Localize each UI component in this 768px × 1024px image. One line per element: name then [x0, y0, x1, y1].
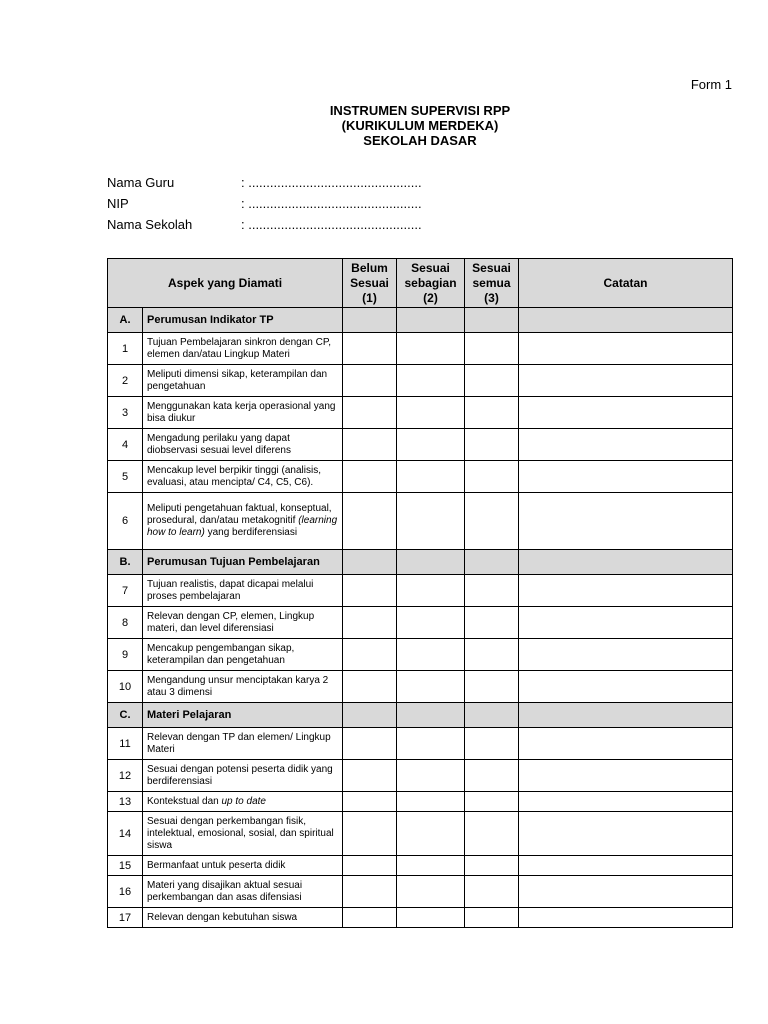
item-text: Relevan dengan CP, elemen, Lingkup materi, dan level diferensiasi: [147, 610, 315, 634]
score-not-suitable-cell[interactable]: [343, 429, 397, 461]
score-fully-suitable-cell[interactable]: [465, 671, 519, 703]
nip-field[interactable]: : ................................................: [241, 196, 422, 211]
section-title: Materi Pelajaran: [143, 703, 343, 728]
score-partly-suitable-cell[interactable]: [397, 461, 465, 493]
score-partly-suitable-cell[interactable]: [397, 575, 465, 607]
item-number: 11: [108, 728, 143, 760]
section-empty-cell: [519, 308, 733, 333]
score-partly-suitable-cell[interactable]: [397, 812, 465, 856]
score-fully-suitable-cell[interactable]: [465, 876, 519, 908]
score-fully-suitable-cell[interactable]: [465, 856, 519, 876]
header-fully-suitable: [465, 259, 519, 308]
score-fully-suitable-cell[interactable]: [465, 792, 519, 812]
item-description: [143, 493, 343, 550]
section-label: A.: [108, 308, 143, 333]
score-not-suitable-cell[interactable]: [343, 461, 397, 493]
score-partly-suitable-cell[interactable]: [397, 908, 465, 928]
score-not-suitable-cell[interactable]: [343, 908, 397, 928]
identity-row-teacher: [107, 172, 422, 193]
identity-fields: [107, 172, 422, 235]
table-row: [108, 429, 733, 461]
notes-cell[interactable]: [519, 333, 733, 365]
title-line-2: (KURIKULUM MERDEKA): [341, 118, 499, 133]
item-text-italic: (learning how to learn): [147, 515, 338, 538]
identity-row-school: [107, 214, 422, 235]
score-not-suitable-cell[interactable]: [343, 760, 397, 792]
table-row: [108, 461, 733, 493]
score-partly-suitable-cell[interactable]: [397, 728, 465, 760]
score-not-suitable-cell[interactable]: [343, 575, 397, 607]
score-not-suitable-cell[interactable]: [343, 876, 397, 908]
section-empty-cell: [397, 308, 465, 333]
notes-cell[interactable]: [519, 493, 733, 550]
table-header-row: [108, 259, 733, 308]
score-not-suitable-cell[interactable]: [343, 671, 397, 703]
header-col3-line2: semua: [472, 275, 511, 290]
score-not-suitable-cell[interactable]: [343, 607, 397, 639]
table-row: [108, 792, 733, 812]
score-partly-suitable-cell[interactable]: [397, 397, 465, 429]
score-partly-suitable-cell[interactable]: [397, 607, 465, 639]
item-text: Mengadung perilaku yang dapat diobservasi sesuai level diferens: [147, 432, 291, 456]
section-empty-cell: [519, 550, 733, 575]
score-fully-suitable-cell[interactable]: [465, 607, 519, 639]
item-number: 3: [108, 397, 143, 429]
item-description: [143, 760, 343, 792]
section-empty-cell: [343, 308, 397, 333]
item-text: Sesuai dengan potensi peserta didik yang berdiferensiasi: [147, 763, 333, 787]
section-empty-cell: [465, 703, 519, 728]
item-number: 16: [108, 876, 143, 908]
nip-label: NIP: [107, 196, 129, 211]
item-text: Mencakup pengembangan sikap, keterampilan dan pengetahuan: [147, 642, 295, 666]
score-fully-suitable-cell[interactable]: [465, 397, 519, 429]
header-col3-line1: Sesuai: [472, 260, 511, 275]
section-label: C.: [108, 703, 143, 728]
item-description: [143, 607, 343, 639]
score-partly-suitable-cell[interactable]: [397, 365, 465, 397]
item-number: 10: [108, 671, 143, 703]
notes-cell[interactable]: [519, 671, 733, 703]
header-col1-line1: Belum: [351, 260, 388, 275]
teacher-name-label: Nama Guru: [107, 175, 175, 190]
item-text: Relevan dengan TP dan elemen/ Lingkup Materi: [147, 731, 331, 755]
notes-cell[interactable]: [519, 812, 733, 856]
notes-cell[interactable]: [519, 760, 733, 792]
item-text: Mengandung unsur menciptakan karya 2 atau 3 dimensi: [147, 674, 329, 698]
section-title: Perumusan Tujuan Pembelajaran: [143, 550, 343, 575]
item-number: 4: [108, 429, 143, 461]
item-number: 12: [108, 760, 143, 792]
header-col1-line3: (1): [362, 290, 377, 305]
score-not-suitable-cell[interactable]: [343, 792, 397, 812]
header-col2-line1: Sesuai: [411, 260, 450, 275]
item-description: [143, 429, 343, 461]
score-fully-suitable-cell[interactable]: [465, 333, 519, 365]
header-not-suitable: [343, 259, 397, 308]
notes-cell[interactable]: [519, 908, 733, 928]
table-row: [108, 333, 733, 365]
score-fully-suitable-cell[interactable]: [465, 812, 519, 856]
score-partly-suitable-cell[interactable]: [397, 429, 465, 461]
school-name-label: Nama Sekolah: [107, 217, 193, 232]
item-number: 14: [108, 812, 143, 856]
header-partly-suitable: [397, 259, 465, 308]
section-empty-cell: [343, 703, 397, 728]
table-body: [108, 308, 733, 928]
table-row: [108, 607, 733, 639]
score-fully-suitable-cell[interactable]: [465, 429, 519, 461]
item-number: 8: [108, 607, 143, 639]
item-text-italic: up to date: [221, 795, 266, 807]
notes-cell[interactable]: [519, 607, 733, 639]
item-text: Relevan dengan kebutuhan siswa: [147, 911, 298, 923]
header-col2-line3: (2): [423, 290, 438, 305]
score-not-suitable-cell[interactable]: [343, 728, 397, 760]
section-title: Perumusan Indikator TP: [143, 308, 343, 333]
score-fully-suitable-cell[interactable]: [465, 575, 519, 607]
section-row: [108, 703, 733, 728]
header-col1-line2: Sesuai: [350, 275, 389, 290]
item-number: 5: [108, 461, 143, 493]
score-not-suitable-cell[interactable]: [343, 365, 397, 397]
notes-cell[interactable]: [519, 876, 733, 908]
item-description: [143, 908, 343, 928]
score-partly-suitable-cell[interactable]: [397, 760, 465, 792]
table-row: [108, 908, 733, 928]
notes-cell[interactable]: [519, 792, 733, 812]
item-description: [143, 792, 343, 812]
section-empty-cell: [343, 550, 397, 575]
item-text: Kontekstual dan: [147, 795, 222, 807]
item-description: [143, 812, 343, 856]
item-description: [143, 728, 343, 760]
title-line-3: SEKOLAH DASAR: [363, 133, 477, 148]
table-row: [108, 856, 733, 876]
item-description: [143, 639, 343, 671]
supervision-table: [107, 258, 733, 928]
score-fully-suitable-cell[interactable]: [465, 639, 519, 671]
score-fully-suitable-cell[interactable]: [465, 365, 519, 397]
notes-cell[interactable]: [519, 365, 733, 397]
score-partly-suitable-cell[interactable]: [397, 333, 465, 365]
table-row: [108, 365, 733, 397]
item-text-after: yang berdiferensiasi: [204, 527, 298, 538]
notes-cell[interactable]: [519, 575, 733, 607]
teacher-name-field[interactable]: : ................................................: [241, 175, 422, 190]
score-partly-suitable-cell[interactable]: [397, 876, 465, 908]
item-description: [143, 876, 343, 908]
score-fully-suitable-cell[interactable]: [465, 728, 519, 760]
score-not-suitable-cell[interactable]: [343, 856, 397, 876]
item-description: [143, 365, 343, 397]
notes-cell[interactable]: [519, 728, 733, 760]
item-description: [143, 856, 343, 876]
score-partly-suitable-cell[interactable]: [397, 856, 465, 876]
score-fully-suitable-cell[interactable]: [465, 461, 519, 493]
score-not-suitable-cell[interactable]: [343, 333, 397, 365]
notes-cell[interactable]: [519, 397, 733, 429]
score-fully-suitable-cell[interactable]: [465, 760, 519, 792]
table-row: [108, 671, 733, 703]
section-empty-cell: [465, 308, 519, 333]
table-row: [108, 493, 733, 550]
score-not-suitable-cell[interactable]: [343, 493, 397, 550]
item-text: Menggunakan kata kerja operasional yang bisa diukur: [147, 400, 336, 424]
item-description: [143, 671, 343, 703]
section-empty-cell: [397, 703, 465, 728]
section-empty-cell: [397, 550, 465, 575]
item-number: 9: [108, 639, 143, 671]
document-title: [0, 103, 768, 148]
table-row: [108, 876, 733, 908]
item-text: Materi yang disajikan aktual sesuai perkembangan dan asas difensiasi: [147, 879, 303, 903]
score-not-suitable-cell[interactable]: [343, 812, 397, 856]
table-row: [108, 760, 733, 792]
table-row: [108, 728, 733, 760]
table-row: [108, 397, 733, 429]
section-label: B.: [108, 550, 143, 575]
score-partly-suitable-cell[interactable]: [397, 639, 465, 671]
item-number: 1: [108, 333, 143, 365]
item-text: Mencakup level berpikir tinggi (analisis, evaluasi, atau mencipta/ C4, C5, C6).: [147, 464, 321, 488]
identity-row-nip: [107, 193, 422, 214]
item-description: [143, 397, 343, 429]
item-text: Sesuai dengan perkembangan fisik, intelektual, emosional, sosial, dan spiritual siswa: [147, 815, 334, 851]
table-row: [108, 639, 733, 671]
item-description: [143, 461, 343, 493]
item-number: 7: [108, 575, 143, 607]
score-not-suitable-cell[interactable]: [343, 397, 397, 429]
score-fully-suitable-cell[interactable]: [465, 493, 519, 550]
item-text: Meliputi dimensi sikap, keterampilan dan pengetahuan: [147, 368, 328, 392]
score-fully-suitable-cell[interactable]: [465, 908, 519, 928]
item-text: Bermanfaat untuk peserta didik: [147, 859, 286, 871]
section-row: [108, 550, 733, 575]
item-number: 15: [108, 856, 143, 876]
notes-cell[interactable]: [519, 429, 733, 461]
table-row: [108, 812, 733, 856]
score-not-suitable-cell[interactable]: [343, 639, 397, 671]
score-partly-suitable-cell[interactable]: [397, 493, 465, 550]
notes-cell[interactable]: [519, 461, 733, 493]
form-number: Form 1: [690, 77, 732, 92]
section-row: [108, 308, 733, 333]
header-col3-line3: (3): [484, 290, 499, 305]
title-line-1: INSTRUMEN SUPERVISI RPP: [329, 103, 511, 118]
item-description: [143, 575, 343, 607]
notes-cell[interactable]: [519, 856, 733, 876]
section-empty-cell: [465, 550, 519, 575]
header-aspect: Aspek yang Diamati: [108, 259, 343, 308]
score-partly-suitable-cell[interactable]: [397, 671, 465, 703]
score-partly-suitable-cell[interactable]: [397, 792, 465, 812]
school-name-field[interactable]: : ................................................: [241, 217, 422, 232]
header-col2-line2: sebagian: [404, 275, 457, 290]
item-number: 17: [108, 908, 143, 928]
item-number: 6: [108, 493, 143, 550]
item-text: Meliputi pengetahuan faktual, konseptual, prosedural, dan/atau metakognitif: [147, 503, 332, 526]
item-description: [143, 333, 343, 365]
section-empty-cell: [519, 703, 733, 728]
item-text: Tujuan Pembelajaran sinkron dengan CP, elemen dan/atau Lingkup Materi: [147, 336, 332, 360]
notes-cell[interactable]: [519, 639, 733, 671]
item-text: Tujuan realistis, dapat dicapai melalui proses pembelajaran: [147, 578, 314, 602]
table-row: [108, 575, 733, 607]
header-notes: Catatan: [519, 259, 733, 308]
item-number: 2: [108, 365, 143, 397]
item-number: 13: [108, 792, 143, 812]
